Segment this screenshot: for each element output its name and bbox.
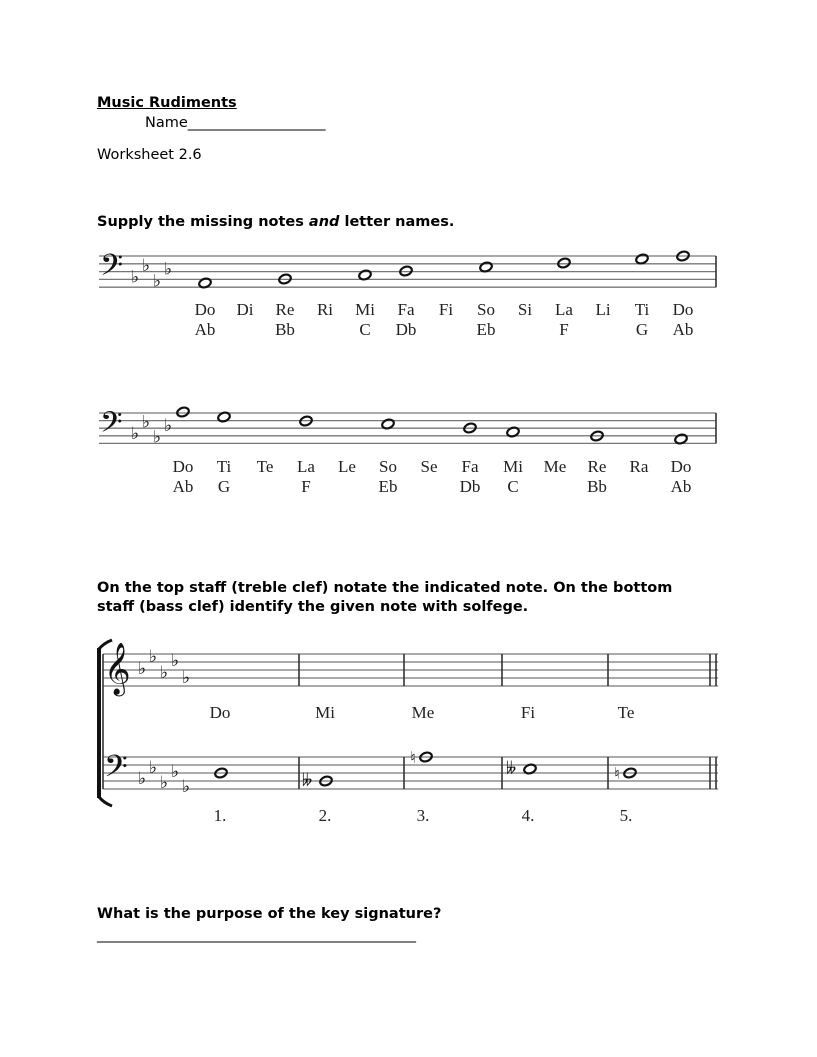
letter-name-label: Ab — [672, 320, 694, 339]
letter-name-label: Ab — [194, 320, 216, 339]
key-signature-flat-icon: ♭ — [171, 762, 180, 782]
solfege-label: Le — [338, 457, 356, 476]
letter-name-label: F — [301, 477, 311, 496]
solfege-label: Fa — [397, 300, 415, 319]
question-number-label: 3. — [416, 806, 430, 825]
letter-name-label: Eb — [476, 320, 496, 339]
solfege-label: Ri — [316, 300, 334, 319]
solfege-label: Mi — [355, 300, 375, 319]
key-signature-flat-icon: ♭ — [142, 412, 151, 433]
solfege-label: Di — [236, 300, 254, 319]
instruction-text-post: letter names. — [339, 214, 455, 230]
solfege-label: Fa — [461, 457, 479, 476]
treble-prompt-label: Mi — [315, 703, 335, 722]
key-signature-flat-icon: ♭ — [171, 651, 180, 671]
solfege-label: Te — [256, 457, 274, 476]
key-signature-flat-icon: ♭ — [160, 773, 169, 794]
letter-name-label: C — [507, 477, 519, 496]
solfege-label: Do — [194, 300, 216, 319]
letter-name-label: Bb — [587, 477, 607, 496]
key-signature-flat-icon: ♭ — [182, 667, 191, 688]
letter-name-label: Ab — [172, 477, 194, 496]
letter-name-label: G — [217, 477, 231, 496]
key-signature-flat-icon: ♭ — [149, 758, 158, 778]
solfege-label: Se — [420, 457, 438, 476]
question-number-label: 4. — [521, 806, 535, 825]
system-bracket — [97, 648, 101, 798]
question-number-label: 1. — [213, 806, 227, 825]
key-signature-flat-icon: ♭ — [138, 659, 147, 679]
key-signature-flat-icon: ♭ — [153, 271, 162, 292]
treble-prompt-label: Me — [411, 703, 435, 722]
letter-name-label: Ab — [670, 477, 692, 496]
solfege-label: Si — [517, 300, 533, 319]
key-signature-flat-icon: ♭ — [138, 769, 147, 790]
natural-icon: ♮ — [614, 764, 620, 783]
solfege-label: Ra — [629, 457, 649, 476]
question-number-label: 5. — [619, 806, 633, 825]
key-signature-flat-icon: ♭ — [182, 777, 191, 798]
key-signature-flat-icon: ♭ — [164, 416, 173, 437]
solfege-label: Me — [543, 457, 567, 476]
letter-name-label: C — [359, 320, 371, 339]
key-signature-question: What is the purpose of the key signature? — [97, 906, 442, 922]
bass-clef-icon: 𝄢 — [100, 248, 124, 290]
solfege-label: Do — [670, 457, 692, 476]
key-signature-flat-icon: ♭ — [131, 267, 140, 288]
letter-name-label: Db — [395, 320, 417, 339]
letter-name-label: G — [635, 320, 649, 339]
key-signature-flat-icon: ♭ — [153, 427, 162, 448]
treble-prompt-label: Te — [617, 703, 635, 722]
bass-clef-icon: 𝄢 — [104, 748, 128, 792]
key-signature-flat-icon: ♭ — [142, 255, 151, 276]
solfege-label: So — [379, 457, 397, 476]
double-flat-icon: 𝄫 — [506, 759, 517, 779]
double-flat-icon: 𝄫 — [302, 771, 313, 791]
treble-clef-icon: 𝄞 — [104, 641, 131, 695]
solfege-label: Ti — [216, 457, 232, 476]
key-signature-flat-icon: ♭ — [160, 663, 169, 683]
letter-name-label: Eb — [378, 477, 398, 496]
letter-name-label: F — [559, 320, 569, 339]
solfege-label: Fi — [438, 300, 454, 319]
solfege-label: Ti — [634, 300, 650, 319]
bracket-bottom-hook — [99, 797, 112, 806]
bass-clef-icon: 𝄢 — [100, 406, 123, 447]
solfege-label: Do — [172, 457, 194, 476]
worksheet-title: Music Rudiments — [97, 95, 237, 111]
solfege-label: La — [297, 457, 315, 476]
instruction-text-emphasis: and — [308, 214, 340, 230]
solfege-label: La — [555, 300, 573, 319]
treble-prompt-label: Fi — [520, 703, 536, 722]
instruction-text-pre: Supply the missing notes — [97, 214, 309, 230]
solfege-label: Re — [275, 300, 295, 319]
question-number-label: 2. — [318, 806, 332, 825]
solfege-label: Re — [587, 457, 607, 476]
solfege-label: Do — [672, 300, 694, 319]
answer-line[interactable]: ____________________________________________ — [97, 927, 416, 943]
instruction-line-2: staff (bass clef) identify the given note with solfege. — [97, 599, 529, 615]
instruction-line-1: On the top staff (treble clef) notate the indicated note. On the bottom — [97, 580, 673, 596]
key-signature-flat-icon: ♭ — [164, 259, 173, 280]
natural-icon: ♮ — [410, 748, 416, 767]
letter-name-label: Bb — [275, 320, 295, 339]
treble-prompt-label: Do — [209, 703, 231, 722]
name-field-label[interactable]: Name___________________ — [145, 115, 326, 131]
solfege-label: Li — [595, 300, 611, 319]
letter-name-label: Db — [459, 477, 481, 496]
key-signature-flat-icon: ♭ — [131, 423, 140, 444]
solfege-label: So — [477, 300, 495, 319]
key-signature-flat-icon: ♭ — [149, 647, 158, 667]
worksheet-number: Worksheet 2.6 — [97, 147, 202, 163]
solfege-label: Mi — [503, 457, 523, 476]
